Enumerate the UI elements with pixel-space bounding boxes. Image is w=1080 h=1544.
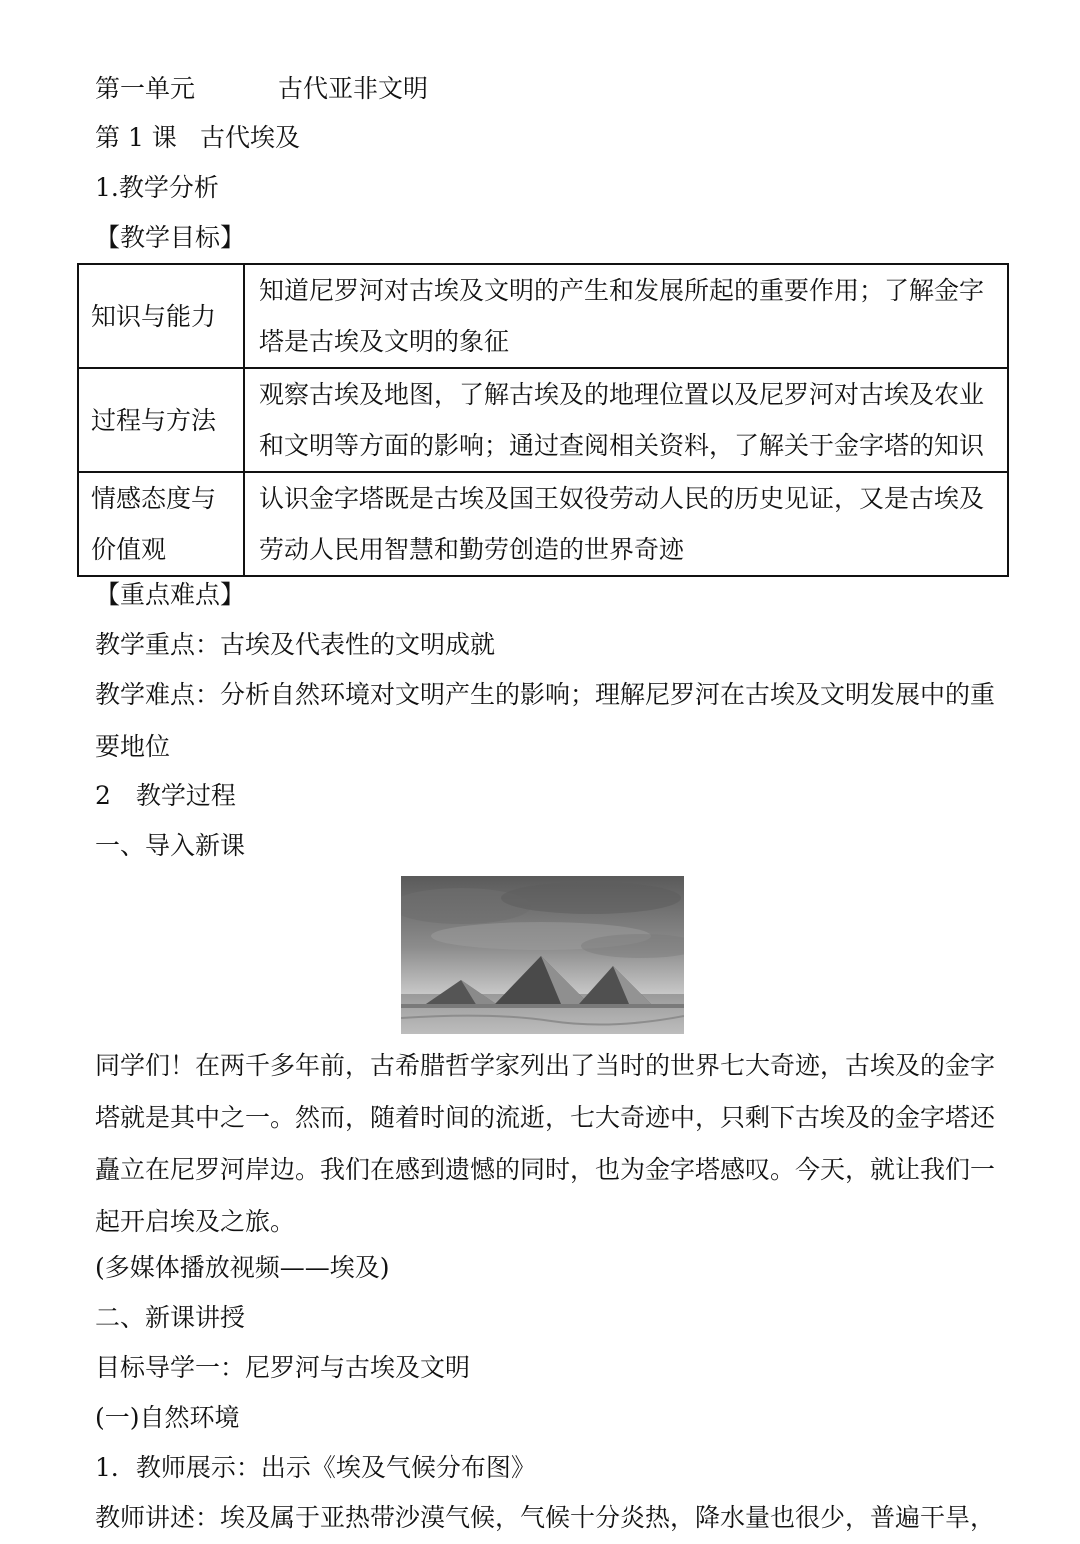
lesson-number: 第 1 课 bbox=[95, 123, 177, 152]
goal-category: 情感态度与价值观 bbox=[78, 472, 244, 576]
difficulty: 教学难点：分析自然环境对文明产生的影响；理解尼罗河在古埃及文明发展中的重要地位 bbox=[95, 680, 996, 761]
pyramids-photo bbox=[401, 876, 684, 1034]
video-note: (多媒体播放视频——埃及) bbox=[95, 1253, 390, 1282]
goals-heading: 【教学目标】 bbox=[95, 223, 246, 252]
section-heading-process: 2 教学过程 bbox=[95, 781, 236, 810]
intro-paragraph: 同学们！在两千多年前，古希腊哲学家列出了当时的世界七大奇迹，古埃及的金字塔就是其中之一。然而，随着时间的流逝，七大奇迹中，只剩下古埃及的金字塔还矗立在尼罗河岸边。我们在感到遗憾的同时，也为金字塔感叹。今天，就让我们一起开启埃及之旅。 bbox=[95, 1051, 996, 1236]
table-row bbox=[78, 264, 1008, 368]
key-point: 教学重点：古埃及代表性的文明成就 bbox=[95, 630, 496, 659]
environment-heading: (一)自然环境 bbox=[95, 1403, 240, 1432]
goal-category: 过程与方法 bbox=[78, 368, 244, 472]
goals-table bbox=[77, 263, 1009, 577]
goal-text: 知道尼罗河对古埃及文明的产生和发展所起的重要作用；了解金字塔是古埃及文明的象征 bbox=[244, 264, 1008, 368]
key-points-heading: 【重点难点】 bbox=[95, 580, 246, 609]
section-heading-analysis: 1.教学分析 bbox=[95, 173, 219, 202]
goal-one: 目标导学一：尼罗河与古埃及文明 bbox=[95, 1353, 471, 1382]
goal-category: 知识与能力 bbox=[78, 264, 244, 368]
intro-heading: 一、导入新课 bbox=[95, 831, 246, 860]
teacher-explanation: 教师讲述：埃及属于亚热带沙漠气候，气候十分炎热，降水量也很少，普遍干旱， bbox=[95, 1503, 996, 1532]
table-row bbox=[78, 368, 1008, 472]
goal-text: 认识金字塔既是古埃及国王奴役劳动人民的历史见证，又是古埃及劳动人民用智慧和勤劳创造的世界奇迹 bbox=[244, 472, 1008, 576]
unit-label: 第一单元 bbox=[95, 74, 196, 103]
new-lesson-heading: 二、新课讲授 bbox=[95, 1303, 246, 1332]
goal-text: 观察古埃及地图，了解古埃及的地理位置以及尼罗河对古埃及农业和文明等方面的影响；通过查阅相关资料，了解关于金字塔的知识 bbox=[244, 368, 1008, 472]
teacher-step-one: 1．教师展示：出示《埃及气候分布图》 bbox=[95, 1453, 536, 1482]
lesson-title: 古代埃及 bbox=[200, 123, 301, 152]
table-row bbox=[78, 472, 1008, 576]
unit-title: 古代亚非文明 bbox=[278, 74, 429, 103]
